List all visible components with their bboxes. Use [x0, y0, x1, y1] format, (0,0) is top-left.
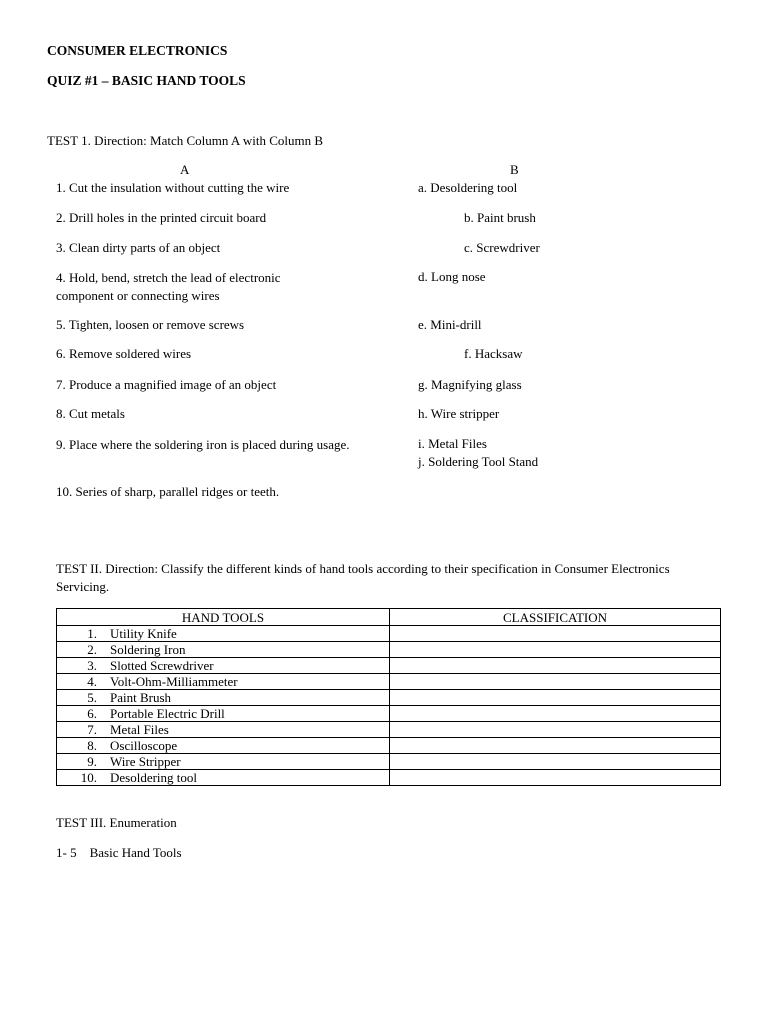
- column-b-item: b. Paint brush: [464, 210, 536, 225]
- classification-cell[interactable]: [390, 674, 721, 690]
- test3-title: TEST III. Enumeration: [56, 815, 177, 830]
- table-row: [57, 722, 721, 738]
- column-a-item: 8. Cut metals: [56, 406, 125, 421]
- row-number: 3.: [87, 658, 97, 673]
- tool-name: Soldering Iron: [110, 642, 186, 657]
- row-number: 2.: [87, 642, 97, 657]
- row-number: 5.: [87, 690, 97, 705]
- column-b-item: j. Soldering Tool Stand: [418, 454, 539, 469]
- classification-cell[interactable]: [390, 626, 721, 642]
- column-a-item: 5. Tighten, loosen or remove screws: [56, 317, 245, 332]
- table-row: [57, 626, 721, 642]
- column-b-item: a. Desoldering tool: [418, 180, 518, 195]
- table-row: [57, 690, 721, 706]
- table-row: [57, 770, 721, 786]
- tool-name: Slotted Screwdriver: [110, 658, 214, 673]
- classification-cell[interactable]: [390, 770, 721, 786]
- course-title: CONSUMER ELECTRONICS: [47, 43, 228, 58]
- row-number: 6.: [87, 706, 97, 721]
- column-a-item: 10. Series of sharp, parallel ridges or teeth.: [56, 484, 280, 499]
- classification-cell[interactable]: [390, 658, 721, 674]
- table-row: [57, 674, 721, 690]
- table-row: [57, 658, 721, 674]
- test1-direction: TEST 1. Direction: Match Column A with Column B: [47, 133, 324, 148]
- hand-tools-table: [56, 608, 721, 786]
- column-b-item: c. Screwdriver: [464, 240, 540, 255]
- table-header-row: [57, 609, 721, 626]
- table-row: [57, 642, 721, 658]
- classification-cell[interactable]: [390, 754, 721, 770]
- column-a-item: 3. Clean dirty parts of an object: [56, 240, 221, 255]
- column-a-item: 4. Hold, bend, stretch the lead of electronic component or connecting wires: [56, 270, 281, 303]
- column-b-item: i. Metal Files: [418, 436, 487, 451]
- tool-name: Paint Brush: [110, 690, 172, 705]
- test3-item: 1- 5 Basic Hand Tools: [56, 845, 182, 860]
- row-number: 9.: [87, 754, 97, 769]
- row-number: 8.: [87, 738, 97, 753]
- table-row: [57, 754, 721, 770]
- column-b-header: B: [510, 162, 519, 177]
- classification-cell[interactable]: [390, 706, 721, 722]
- tool-name: Wire Stripper: [110, 754, 181, 769]
- column-a-item: 6. Remove soldered wires: [56, 346, 192, 361]
- column-a-item: 1. Cut the insulation without cutting the wire: [56, 180, 290, 195]
- column-a-item: 9. Place where the soldering iron is placed during usage.: [56, 437, 350, 452]
- column-b-item: f. Hacksaw: [464, 346, 523, 361]
- column-header-classification: CLASSIFICATION: [390, 609, 721, 626]
- classification-cell[interactable]: [390, 738, 721, 754]
- tool-name: Utility Knife: [110, 626, 177, 641]
- table-row: [57, 738, 721, 754]
- row-number: 10.: [80, 770, 97, 785]
- column-a-header: A: [180, 162, 190, 177]
- row-number: 7.: [87, 722, 97, 737]
- column-header-hand-tools: HAND TOOLS: [57, 609, 390, 626]
- tool-name: Desoldering tool: [110, 770, 198, 785]
- column-b-item: d. Long nose: [418, 269, 486, 284]
- table-row: [57, 706, 721, 722]
- classification-cell[interactable]: [390, 722, 721, 738]
- row-number: 1.: [87, 626, 97, 641]
- tool-name: Portable Electric Drill: [110, 706, 225, 721]
- column-b-item: h. Wire stripper: [418, 406, 500, 421]
- column-a-item: 2. Drill holes in the printed circuit board: [56, 210, 267, 225]
- test2-direction: TEST II. Direction: Classify the different kinds of hand tools according to their specification in Consumer Electronics Servicing.: [56, 561, 670, 594]
- tool-name: Oscilloscope: [110, 738, 178, 753]
- tool-name: Metal Files: [110, 722, 169, 737]
- classification-cell[interactable]: [390, 642, 721, 658]
- column-b-item: e. Mini-drill: [418, 317, 482, 332]
- classification-cell[interactable]: [390, 690, 721, 706]
- tool-name: Volt-Ohm-Milliammeter: [110, 674, 238, 689]
- column-a-item: 7. Produce a magnified image of an object: [56, 377, 277, 392]
- column-b-item: g. Magnifying glass: [418, 377, 522, 392]
- quiz-title: QUIZ #1 – BASIC HAND TOOLS: [47, 73, 246, 88]
- row-number: 4.: [87, 674, 97, 689]
